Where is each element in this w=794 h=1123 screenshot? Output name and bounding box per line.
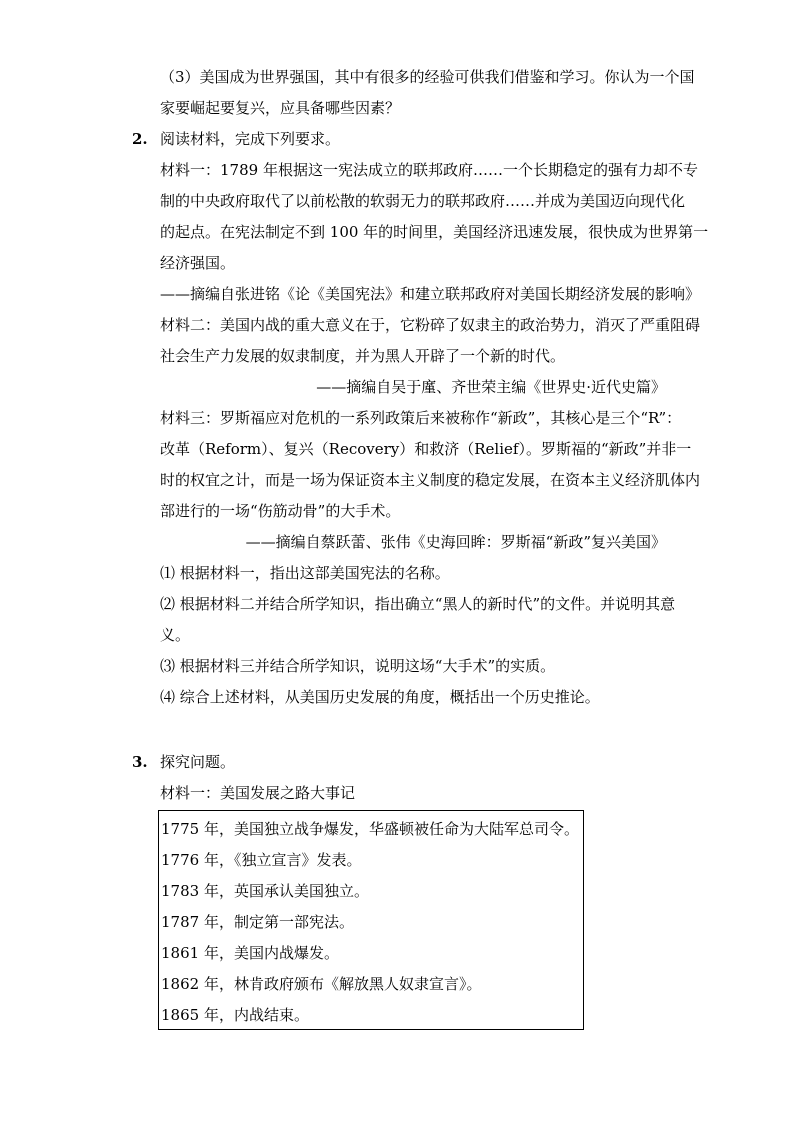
q2-question-1: ⑴ 根据材料一，指出这部美国宪法的名称。 [160,564,450,582]
q2-question-2-cont: 义。 [160,626,191,644]
q2-material3-line: 时的权宜之计，而是一场为保证资本主义制度的稳定发展，在资本主义经济肌体内 [160,471,701,489]
q2-material3-line: 改革（Reform）、复兴（Recovery）和救济（Relief）。罗斯福的“新政”并非一 [160,440,692,458]
q2-material1-line: 材料一：1789 年根据这一宪法成立的联邦政府……一个长期稳定的强有力却不专 [160,161,698,179]
q3-number: 3. [132,753,148,771]
timeline-row: 1865 年，内战结束。 [161,1006,309,1024]
timeline-row: 1776 年，《独立宣言》发表。 [161,851,362,869]
q2-material3-line: 部进行的一场“伤筋动骨”的大手术。 [160,502,401,520]
q2-material1-line: 经济强国。 [160,254,236,272]
q2-material2-line: 材料二：美国内战的重大意义在于，它粉碎了奴隶主的政治势力，消灭了严重阻碍 [160,316,701,334]
q2-material3-source: ——摘编自蔡跃蕾、张伟《史海回眸：罗斯福“新政”复兴美国》 [245,533,666,551]
q2-material1-source: ——摘编自张进铭《论《美国宪法》和建立联邦政府对美国长期经济发展的影响》 [160,285,701,303]
q2-number: 2. [132,130,148,148]
q2-question-3: ⑶ 根据材料三并结合所学知识，说明这场“大手术”的实质。 [160,657,556,675]
q2-material3-line: 材料三：罗斯福应对危机的一系列政策后来被称作“新政”，其核心是三个“R”： [160,409,682,427]
timeline-row: 1775 年，美国独立战争爆发，华盛顿被任命为大陆军总司令。 [161,820,579,838]
timeline-row: 1862 年，林肯政府颁布《解放黑人奴隶宣言》。 [161,975,482,993]
q2-material1-line: 制的中央政府取代了以前松散的软弱无力的联邦政府……并成为美国迈向现代化 [160,192,686,210]
timeline-table [158,810,584,1030]
timeline-row: 1787 年，制定第一部宪法。 [161,913,354,931]
q2-material1-line: 的起点。在宪法制定不到 100 年的时间里，美国经济迅速发展，很快成为世界第一 [160,223,709,241]
timeline-row: 1861 年，美国内战爆发。 [161,944,339,962]
q3-intro: 探究问题。 [160,753,236,771]
q2-question-2: ⑵ 根据材料二并结合所学知识，指出确立“黑人的新时代”的文件。并说明其意 [160,595,676,613]
q2-material2-source: ——摘编自吴于廑、齐世荣主编《世界史·近代史篇》 [316,378,666,396]
q3-material1-title: 材料一：美国发展之路大事记 [160,784,356,802]
q1-subquestion-3-line2: 家要崛起要复兴，应具备哪些因素？ [160,99,401,117]
q1-subquestion-3-line1: （3）美国成为世界强国，其中有很多的经验可供我们借鉴和学习。你认为一个国 [160,68,695,86]
q2-material2-line: 社会生产力发展的奴隶制度，并为黑人开辟了一个新的时代。 [160,347,566,365]
q2-question-4: ⑷ 综合上述材料，从美国历史发展的角度，概括出一个历史推论。 [160,688,600,706]
q2-intro: 阅读材料，完成下列要求。 [160,130,341,148]
timeline-row: 1783 年，英国承认美国独立。 [161,882,369,900]
